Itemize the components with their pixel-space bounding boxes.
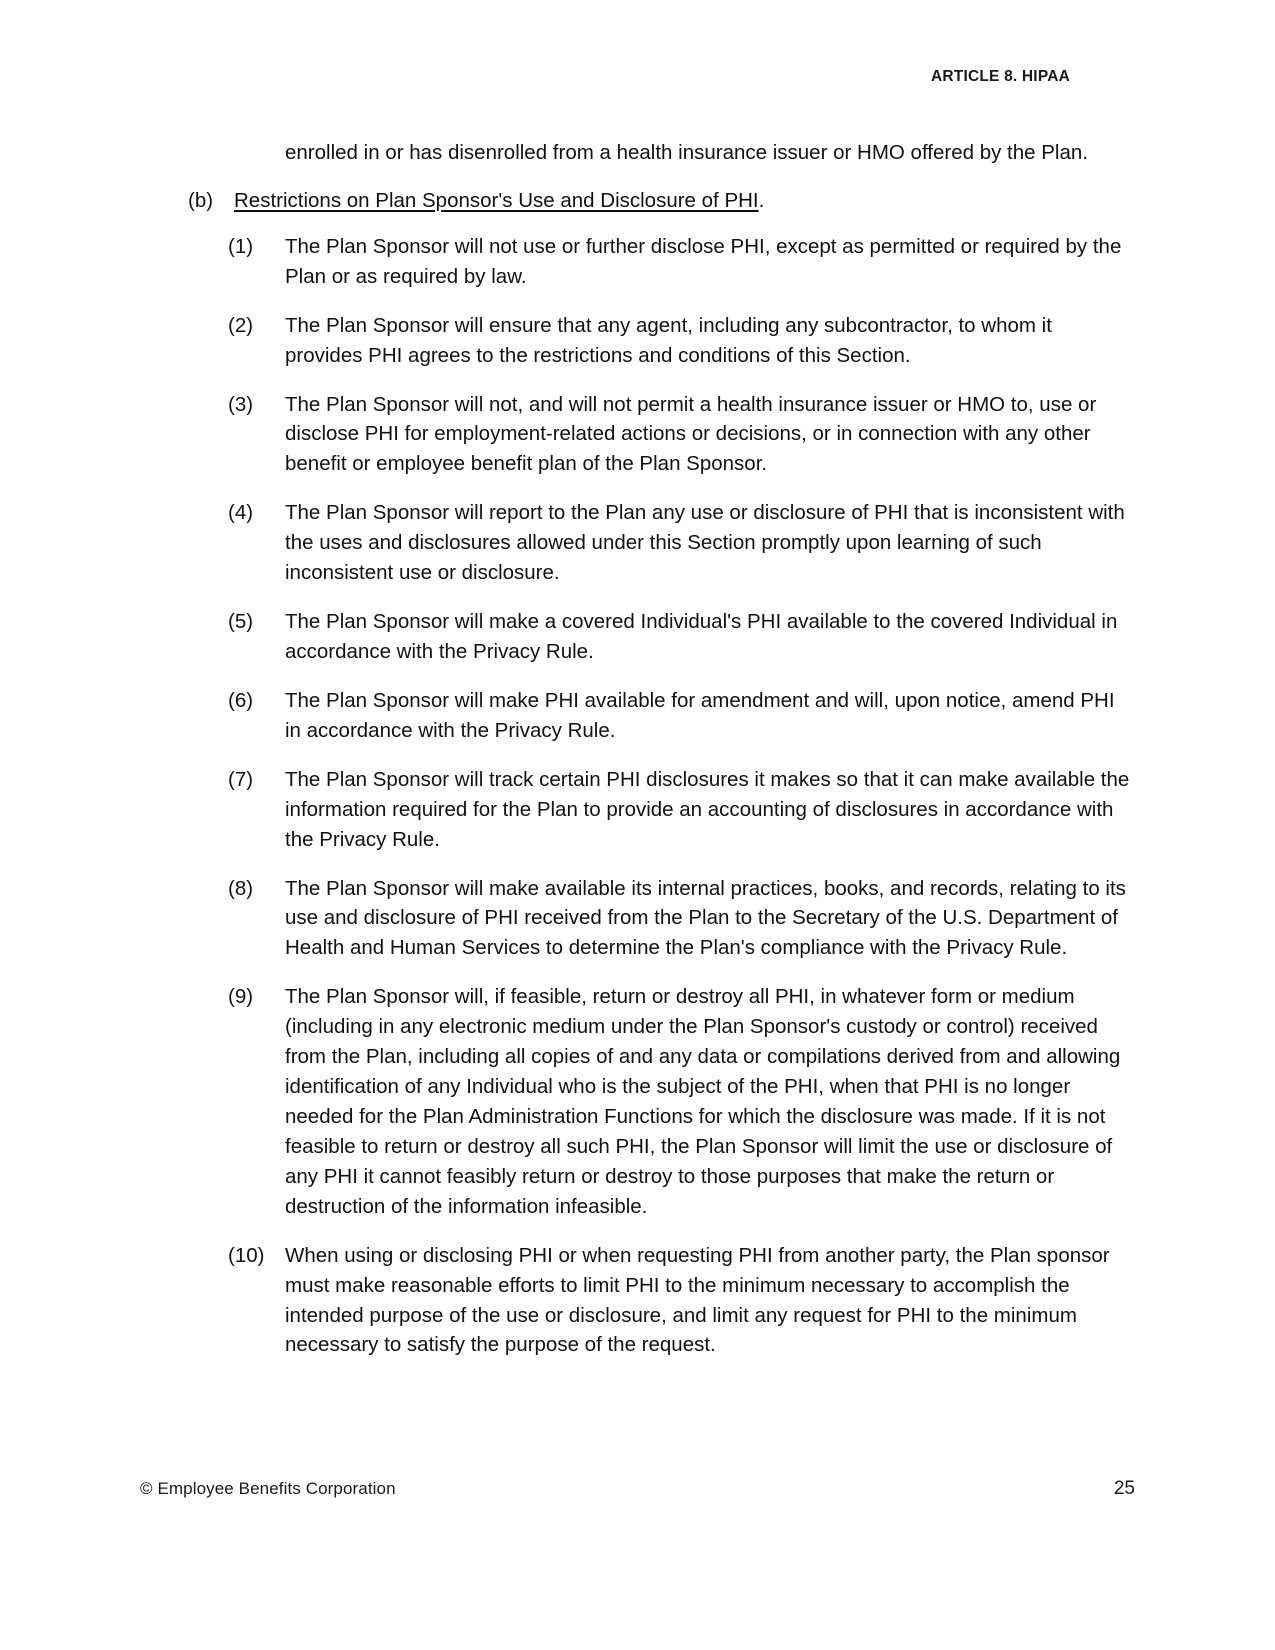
list-item <box>140 498 1135 588</box>
list-item <box>140 311 1135 371</box>
list-item-marker: (6) <box>228 688 254 712</box>
list-item-text: The Plan Sponsor will make a covered Individual's PHI available to the covered Individual in accordance with the Privacy Rule. <box>285 610 1118 663</box>
footer-page-number: 25 <box>1113 1478 1135 1499</box>
list-item <box>140 982 1135 1221</box>
list-item <box>140 232 1135 292</box>
list-item-marker: (10) <box>228 1243 265 1267</box>
list-item-marker: (7) <box>228 767 254 791</box>
continued-paragraph: enrolled in or has disenrolled from a health insurance issuer or HMO offered by the Plan. <box>285 141 1088 164</box>
list-item-marker: (8) <box>228 876 254 900</box>
list-item-text: The Plan Sponsor will track certain PHI disclosures it makes so that it can make available the information required for the Plan to provide an accounting of disclosures in accordance with the Privacy Rule. <box>285 767 1130 851</box>
section-heading-period: . <box>758 188 765 212</box>
page-footer <box>140 1478 1135 1500</box>
footer-copyright: © Employee Benefits Corporation <box>140 1479 396 1498</box>
list-item-text: When using or disclosing PHI or when requesting PHI from another party, the Plan sponsor must make reasonable efforts to limit PHI to the minimum necessary to accomplish the intended purpose of the use or disclosure, and limit any request for PHI to the minimum necessary to satisfy the purpose of the request. <box>285 1243 1110 1357</box>
list-item-text: The Plan Sponsor will not, and will not permit a health insurance issuer or HMO to, use or disclose PHI for employment-related actions or decisions, or in connection with any other benefit or employee benefit plan of the Plan Sponsor. <box>285 392 1097 476</box>
list-item <box>140 390 1135 480</box>
list-item <box>140 765 1135 855</box>
section-marker: (b) <box>188 188 214 212</box>
list-item-text: The Plan Sponsor will not use or further disclose PHI, except as permitted or required by the Plan or as required by law. <box>285 234 1122 288</box>
list-item <box>140 1241 1135 1361</box>
section-heading-b <box>140 186 1135 216</box>
section-heading-underlined: Restrictions on Plan Sponsor's Use and Disclosure of PHI <box>234 188 759 212</box>
list-item <box>140 686 1135 746</box>
list-item-text: The Plan Sponsor will ensure that any agent, including any subcontractor, to whom it provides PHI agrees to the restrictions and conditions of this Section. <box>285 313 1052 367</box>
list-item-text: The Plan Sponsor will report to the Plan any use or disclosure of PHI that is inconsistent with the uses and disclosures allowed under this Section promptly upon learning of such inconsistent use or disclosure. <box>285 501 1125 585</box>
list-item-text: The Plan Sponsor will make available its internal practices, books, and records, relating to its use and disclosure of PHI received from the Plan to the Secretary of the U.S. Department of Health and Human Services to determine the Plan's compliance with the Privacy Rule. <box>285 876 1126 960</box>
numbered-list <box>140 232 1135 1361</box>
list-item <box>140 874 1135 964</box>
page-content <box>140 138 1135 1379</box>
list-item-marker: (5) <box>228 610 254 634</box>
list-item-marker: (3) <box>228 392 254 416</box>
section-heading-text <box>234 186 1135 216</box>
list-item-marker: (9) <box>228 985 254 1009</box>
running-header-article-title: ARTICLE 8. HIPAA <box>931 68 1070 85</box>
list-item <box>140 607 1135 667</box>
list-item-marker: (1) <box>228 234 254 258</box>
list-item-text: The Plan Sponsor will, if feasible, return or destroy all PHI, in whatever form or medium (including in any electronic medium under the Plan Sponsor's custody or control) received from the Plan, including all copies of and any data or compilations derived from and allowing identification of any Individual who is the subject of the PHI, when that PHI is no longer needed for the Plan Administration Functions for which the disclosure was made. If it is not feasible to return or destroy all such PHI, the Plan Sponsor will limit the use or disclosure of any PHI it cannot feasibly return or destroy to those purposes that make the return or destruction of the information infeasible. <box>285 985 1121 1218</box>
list-item-text: The Plan Sponsor will make PHI available for amendment and will, upon notice, amend PHI in accordance with the Privacy Rule. <box>285 688 1115 742</box>
list-item-marker: (4) <box>228 501 254 525</box>
list-item-marker: (2) <box>228 313 254 337</box>
